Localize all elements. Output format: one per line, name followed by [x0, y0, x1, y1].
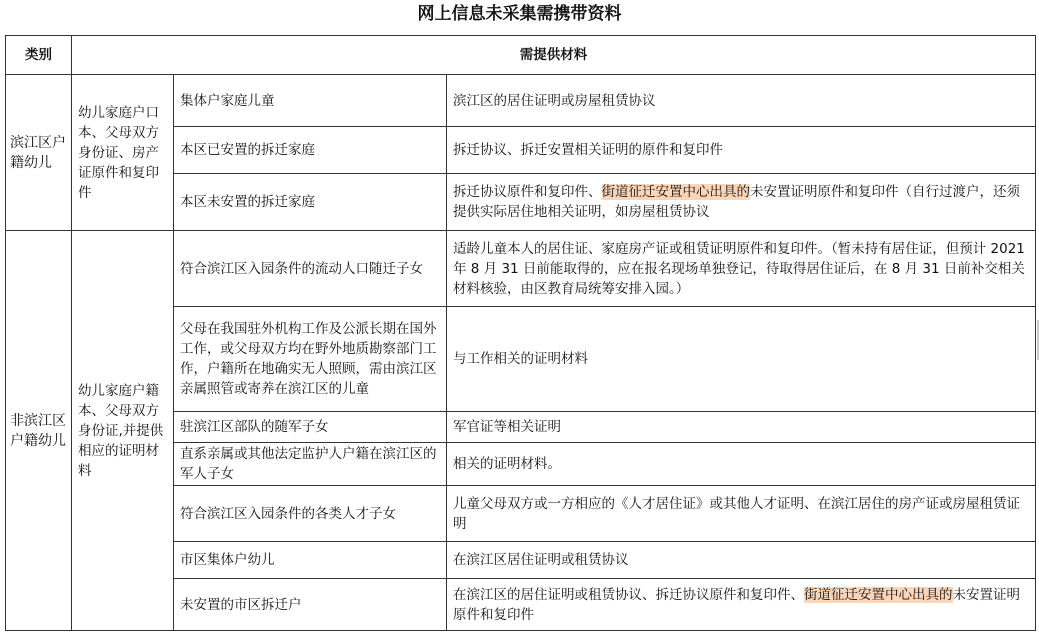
highlighted-text: 街道征迁安置中心出具的 [601, 184, 750, 200]
type-cell: 父母在我国驻外机构工作及公派长期在国外工作，或父母双方均在野外地质勘察部门工作，户籍所在地确实无人照顾，需由滨江区亲属照管或寄养在滨江区的儿童 [174, 307, 447, 412]
type-cell: 驻滨江区部队的随军子女 [174, 412, 447, 443]
table-row [6, 75, 1036, 127]
requirement-cell: 拆迁协议、拆迁安置相关证明的原件和复印件 [447, 127, 1036, 174]
type-cell: 符合滨江区入园条件的流动人口随迁子女 [174, 231, 447, 307]
requirement-text: 未安置证明原件和复印件（自行过渡户，还须提供实际居住地相关证明，如房屋租赁协议 [453, 184, 1020, 220]
type-cell: 未安置的市区拆迁户 [174, 579, 447, 631]
header-materials: 需提供材料 [72, 36, 1036, 75]
requirement-cell: 在滨江区居住证明或租赁协议 [447, 542, 1036, 579]
header-category: 类别 [6, 36, 72, 75]
category-cell: 滨江区户籍幼儿 [6, 75, 72, 231]
requirement-cell [447, 174, 1036, 231]
requirement-cell: 适龄儿童本人的居住证、家庭房产证或租赁证明原件和复印件。（暂未持有居住证，但预计 2021 年 8 月 31 日前能取得的，应在报名现场单独登记，待取得居住证后，在 8 月 31 日前补交相关材料核验，由区教育局统筹安排入园。） [447, 231, 1036, 307]
type-cell: 本区未安置的拆迁家庭 [174, 174, 447, 231]
required-docs-cell: 幼儿家庭户籍本、父母双方身份证,并提供相应的证明材料 [72, 231, 174, 631]
requirement-cell: 与工作相关的证明材料 [447, 307, 1036, 412]
category-cell: 非滨江区户籍幼儿 [6, 231, 72, 631]
materials-table [5, 35, 1036, 631]
type-cell: 符合滨江区入园条件的各类人才子女 [174, 486, 447, 542]
required-docs-cell: 幼儿家庭户口本、父母双方身份证、房产证原件和复印件 [72, 75, 174, 231]
type-cell: 集体户家庭儿童 [174, 75, 447, 127]
requirement-cell: 滨江区的居住证明或房屋租赁协议 [447, 75, 1036, 127]
requirement-text: 未安置证明原件和复印件 [453, 586, 1020, 623]
type-cell: 直系亲属或其他法定监护人户籍在滨江区的军人子女 [174, 443, 447, 486]
requirement-cell [447, 579, 1036, 631]
table-row [6, 231, 1036, 307]
requirement-cell: 儿童父母双方或一方相应的《人才居住证》或其他人才证明、在滨江居住的房产证或房屋租赁证明 [447, 486, 1036, 542]
requirement-text: 拆迁协议原件和复印件、 [453, 184, 602, 200]
type-cell: 本区已安置的拆迁家庭 [174, 127, 447, 174]
requirement-cell: 相关的证明材料。 [447, 443, 1036, 486]
requirement-text: 在滨江区的居住证明或租赁协议、拆迁协议原件和复印件、 [453, 586, 804, 603]
type-cell: 市区集体户幼儿 [174, 542, 447, 579]
highlighted-text: 街道征迁安置中心出具的 [804, 586, 953, 603]
requirement-cell: 军官证等相关证明 [447, 412, 1036, 443]
table-header-row [6, 36, 1036, 75]
page-title: 网上信息未采集需携带资料 [417, 4, 622, 24]
